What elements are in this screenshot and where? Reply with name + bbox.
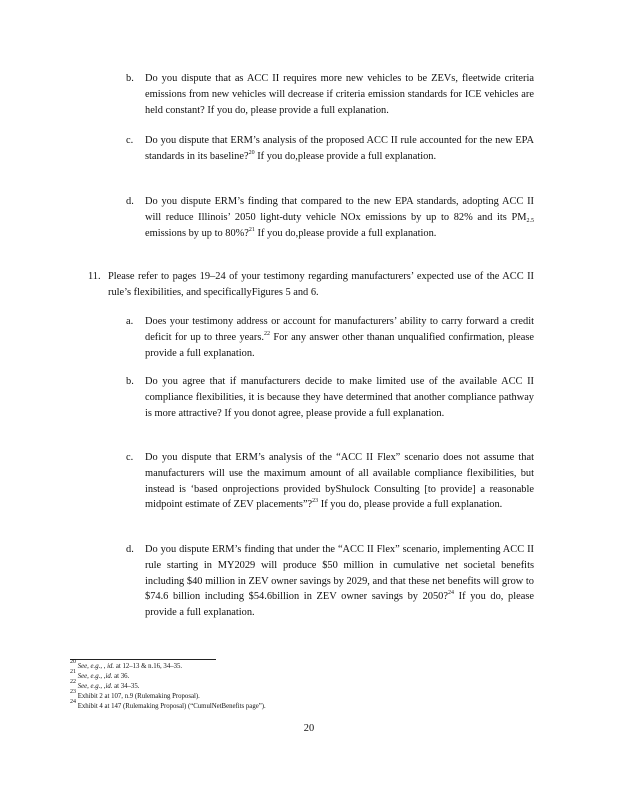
question-text: Do you dispute that ERM’s analysis of the proposed ACC II rule accounted for the new EPA standards in its baseline?$^{20}$ If you do,please provide a full explanation. xyxy=(145,135,534,162)
question-text: Do you dispute that as ACC II requires more new vehicles to be ZEVs, fleetwide criteria emissions from new vehicles will decrease if criteria emission standards for ICE vehicles are held constant? If you do, please provide a full explanation. xyxy=(145,73,534,116)
footnote-ref[interactable]: 22 xyxy=(264,330,270,337)
question-text: Do you dispute ERM’s finding that compared to the new EPA standards, adopting ACC II will reduce Illinois’ 2050 light-duty vehicle NOx emissions by up to 82% and its $PM_{2.5}$ emissions by up to 80%?$^{21}$ If you do,please provide a full explanation. xyxy=(145,196,534,239)
footnote: 22 See, e.g., ,id. at 34–35. xyxy=(70,679,140,690)
question-10b xyxy=(126,71,534,119)
question-text: Do you dispute that ERM’s analysis of the “ACC II Flex” scenario does not assume that manufacturers will use the maximum amount of all available compliance flexibilities, but instead is ‘based onprojections provided byShulock Consulting [to provide] a reasonable midpoint estimate of ZEV placements”?$^{23}$ If you do, please provide a full explanation. xyxy=(145,452,534,511)
question-text: Please refer to pages 19–24 of your testimony regarding manufacturers’ expected use of the ACC II rule’s flexibilities, and specificallyFigures 5 and 6. xyxy=(108,271,534,298)
footnote: 20 See, e.g., , id. at 12–13 & n.16, 34–35. xyxy=(70,659,183,670)
question-11b xyxy=(126,374,534,438)
subscript: 2.5 xyxy=(526,217,534,224)
question-11a xyxy=(126,314,534,362)
item-label: d. xyxy=(126,196,134,207)
item-label: 11. xyxy=(88,271,101,282)
question-11c xyxy=(126,450,534,530)
footnote: 24 Exhibit 4 at 147 (Rulemaking Proposal) (“CumulNetBenefits page”). xyxy=(70,699,266,710)
item-label: a. xyxy=(126,316,134,327)
item-label: b. xyxy=(126,376,134,387)
footnote: 21 See, e.g., ,id. at 36. xyxy=(70,669,130,680)
question-text: Do you agree that if manufacturers decide to make limited use of the available ACC II compliance flexibilities, it is because they have determined that another compliance pathway is more attractive? If you donot agree, please provide a full explanation. xyxy=(145,376,534,419)
question-text: Does your testimony address or account for manufacturers’ ability to carry forward a credit deficit for up to three years.$^{22}$ For any answer other thanan unqualified confirmation, please provide a full explanation. xyxy=(145,316,534,359)
footnote-ref[interactable]: 20 xyxy=(248,149,255,156)
question-text: Do you dispute ERM’s finding that under the “ACC II Flex” scenario, implementing ACC II rule starting in MY2029 will produce $50 million in cumulative net societal benefits including $40 million in ZEV owner savings by 2029, and that these net benefits will grow to $74.6 billion including $54.6billion in ZEV owner savings by 2050?$^{24}$ If you do, please provide a full explanation. xyxy=(145,544,534,619)
item-label: c. xyxy=(126,452,134,463)
footnote-ref[interactable]: 21 xyxy=(248,226,255,233)
footnote-separator xyxy=(70,659,216,660)
item-label: b. xyxy=(126,73,134,84)
page-number: 20 xyxy=(303,723,315,734)
item-label: c. xyxy=(126,135,134,146)
question-10d xyxy=(126,194,534,258)
item-label: d. xyxy=(126,544,134,555)
question-11 xyxy=(88,269,534,301)
question-11d xyxy=(126,542,534,622)
question-10c xyxy=(126,133,534,181)
footnote-ref[interactable]: 24 xyxy=(448,590,454,597)
footnote: 23 Exhibit 2 at 107, n.9 (Rulemaking Proposal). xyxy=(70,689,200,700)
footnote-ref[interactable]: 23 xyxy=(312,498,319,505)
